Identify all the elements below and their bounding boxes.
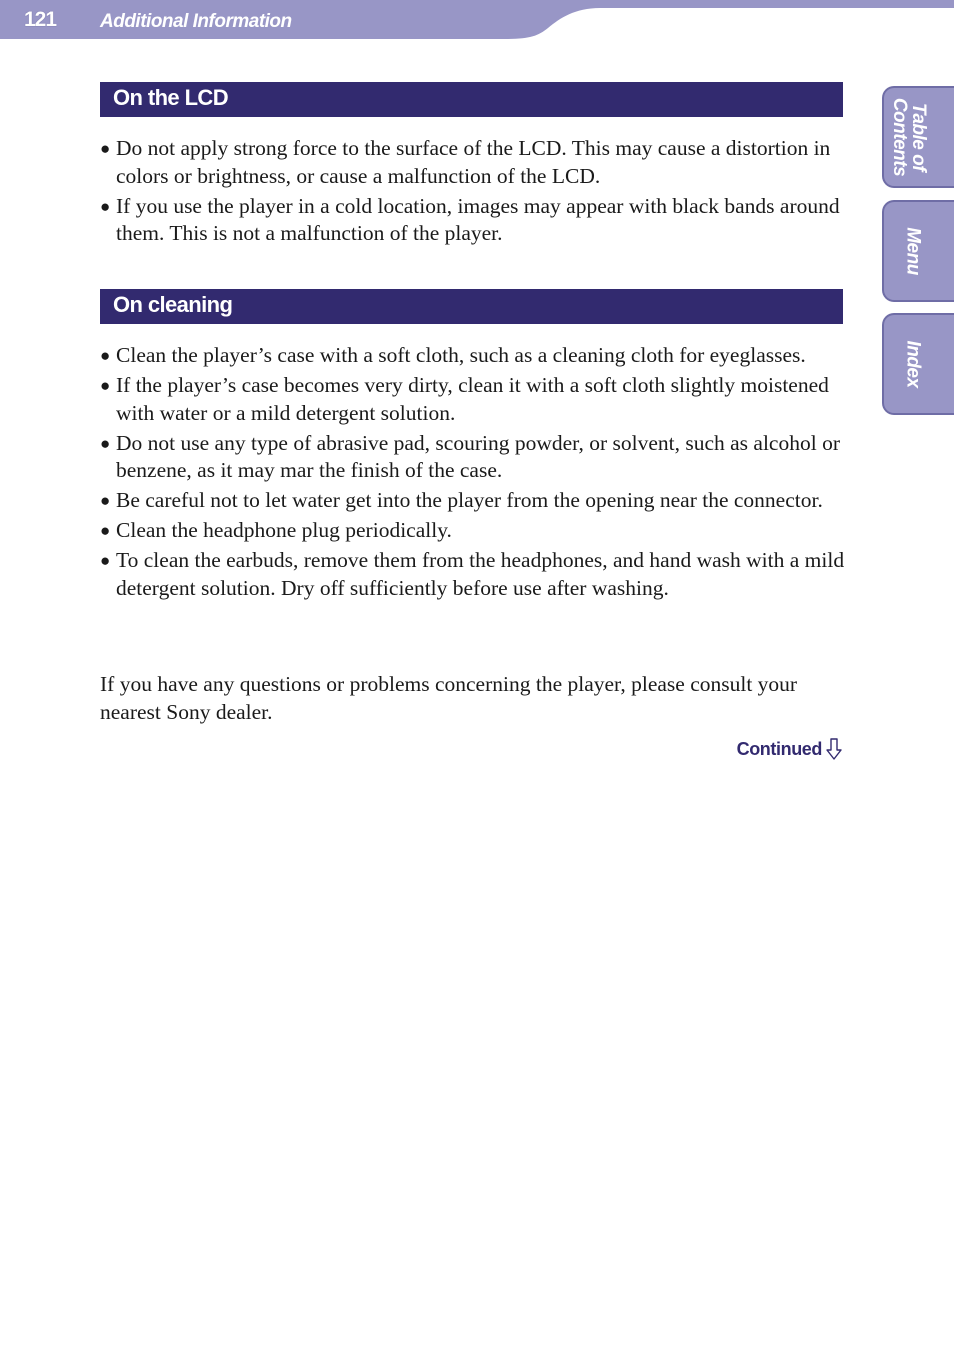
tab-label: Menu [902, 227, 924, 275]
tab-label: Table of Contents [889, 97, 929, 177]
tab-menu[interactable] [882, 200, 954, 302]
list-item [100, 487, 845, 515]
list-item [100, 430, 845, 485]
bullet-dot-icon: ● [100, 433, 111, 453]
bullet-dot-icon: ● [100, 551, 111, 570]
lcd-bullet-list [100, 135, 845, 250]
list-item [100, 342, 845, 370]
list-item [100, 135, 845, 190]
section-heading-text: On cleaning [113, 292, 233, 317]
list-item-text: To clean the earbuds, remove them from the headphones, and hand wash with a mild detergent solution. Dry off sufficiently before use after washing. [116, 548, 845, 600]
closing-paragraph: If you have any questions or problems concerning the player, please consult your nearest Sony dealer. [100, 672, 798, 724]
tab-label: Index [902, 340, 924, 388]
list-item-text: Clean the headphone plug periodically. [116, 518, 452, 542]
tab-index[interactable] [882, 313, 954, 415]
list-item [100, 193, 845, 248]
continued-link[interactable] [737, 738, 842, 760]
list-item-text: Do not use any type of abrasive pad, scouring powder, or solvent, such as alcohol or benzene, as it may mar the finish of the case. [116, 430, 840, 482]
cleaning-bullet-list [100, 342, 845, 605]
list-item [100, 372, 845, 427]
continued-label: Continued [736, 738, 822, 759]
section-heading-text: On the LCD [113, 85, 228, 110]
list-item [100, 517, 845, 545]
list-item-text: Be careful not to let water get into the player from the opening near the connector. [116, 488, 823, 512]
bullet-dot-icon: ● [100, 491, 111, 510]
tab-table-of-contents[interactable] [882, 86, 954, 188]
bullet-dot-icon: ● [100, 139, 111, 158]
bullet-dot-icon: ● [100, 376, 111, 395]
section-heading-cleaning [100, 289, 843, 324]
down-arrow-icon [826, 738, 842, 760]
section-heading-lcd [100, 82, 843, 117]
page-header [0, 0, 954, 40]
list-item-text: If the player’s case becomes very dirty, clean it with a soft cloth slightly moistened with water or a mild detergent solution. [116, 373, 829, 425]
page-number: 121 [24, 8, 57, 31]
list-item-text: Do not apply strong force to the surface of the LCD. This may cause a distortion in colors or brightness, or cause a malfunction of the LCD. [116, 136, 831, 188]
list-item-text: If you use the player in a cold location, images may appear with black bands around them. This is not a malfunction of the player. [116, 193, 840, 245]
bullet-dot-icon: ● [100, 346, 111, 365]
section-title: Additional Information [100, 11, 292, 32]
list-item-text: Clean the player’s case with a soft cloth, such as a cleaning cloth for eyeglasses. [116, 343, 806, 367]
bullet-dot-icon: ● [100, 521, 111, 540]
list-item [100, 547, 845, 602]
bullet-dot-icon: ● [100, 196, 111, 216]
